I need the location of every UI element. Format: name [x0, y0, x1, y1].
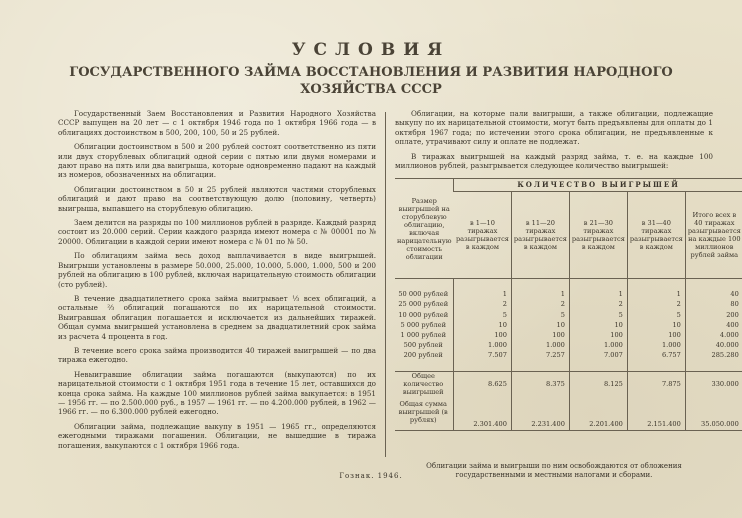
paragraph: Облигации займа, подлежащие выкупу в 1951 — 1965 гг., определяются ежегодными тиражами погашения. Облигации, не вышедшие в тиража погашения, выкупаются с 1 октября 1966 года. [58, 421, 376, 450]
table-row [395, 279, 742, 290]
table-row: 5 000 рублей 10 10 10 10 400 [395, 320, 742, 330]
table-row: 1 000 рублей 100 100 100 100 4.000 [395, 330, 742, 340]
winnings-count-header: КОЛИЧЕСТВО ВЫИГРЫШЕЙ [454, 179, 742, 192]
total-count-row: Общее количество выигрышей 8.625 8.375 8.125 7.875 330.000 [395, 371, 742, 396]
paragraph: Государственный Заем Восстановления и Развития Народного Хозяйства СССР выпущен на 20 лет — с 1 октября 1946 года по 1 октября 1966 года — в облигациях достоинством в 500, 200, 100, 50 и 25 рублей. [58, 109, 376, 137]
paragraph: В течение всего срока займа производится 40 тиражей выигрышей — по два тиража ежегодно. [58, 345, 376, 365]
paragraph: Заем делится на разряды по 100 миллионов рублей в разряде. Каждый разряд состоит из 20.000 серий. Серии каждого разряда имеют номера с № 00001 по № 20000. Облигации в каждой серии имеют номера с № 01 по № 50. [58, 218, 376, 246]
paragraph: В течение двадцатилетнего срока займа выигрывает ⅓ всех облигаций, а остальные ⅔ облигаций погашаются по их нарицательной стоимости. Выигравшая облигация погашается и исключается из дальнейших тиражей. Общая сумма выигрышей установлена в среднем за двадцатилетний срок займа из расчета 4 процента в год. [58, 293, 376, 341]
page-subtitle: ГОСУДАРСТВЕННОГО ЗАЙМА ВОССТАНОВЛЕНИЯ И РАЗВИТИЯ НАРОДНОГО ХОЗЯЙСТВА СССР [69, 65, 673, 97]
paragraph: В тиражах выигрышей на каждый разряд займа, т. е. на каждые 100 миллионов рублей, разыгрывается следующее количество выигрышей: [395, 151, 713, 171]
paragraph: Облигации достоинством в 500 и 200 рублей состоят соответственно из пяти или двух сторублевых облигаций одной серии с пятью или двумя номерами и дают право на пять или два выигрыша, которые одновременно падают на каждый из номеров, обозначенных на облигации. [58, 142, 376, 180]
table-row: 10 000 рублей 5 5 5 5 200 [395, 310, 742, 320]
column-header: Итого всех в 40 тиражах разыгрывается на каждые 100 миллионов рублей займа [685, 192, 742, 279]
paragraph: По облигациям займа весь доход выплачивается в виде выигрышей. Выигрыши установлены в размере 50.000, 25.000, 10.000, 5.000, 1.000, 500 и 200 рублей на облигацию в 100 рублей, включая нарицательную стоимость облигации (сто рублей). [58, 251, 376, 289]
paragraph: Облигации достоинством в 50 и 25 рублей являются частями сторублевых облигаций и дают право на соответствующую долю (половину, четверть) выигрыша, выпавшего на сторублевую облигацию. [58, 184, 376, 213]
column-divider [385, 112, 386, 457]
tax-exemption-note: Облигации займа и выигрыши по ним освобождаются от обложения государственными и местными налогами и сборами. [426, 462, 682, 479]
prize-size-header: Размер выигрышей на сторублевую облигацию, включая нарицательную стоимость облигации [395, 179, 454, 279]
page-title: УСЛОВИЯ [291, 40, 451, 60]
paragraph: Невыигравшие облигации займа погашаются (выкупаются) по их нарицательной стоимости с 1 октября 1951 года в течение 15 лет, оставшихся до конца срока займа. На каждые 100 миллионов рублей займа выкупается: в 1951 — 1956 гг. — по 2.500.000 руб., в 1957 — 1961 гг. — по 4.200.000 рублей, в 1962 — 1966 гг. — по 6.300.000 рублей ежегодно. [58, 369, 376, 417]
winnings-table [395, 178, 742, 431]
table-row: 50 000 рублей 1 1 1 1 40 [395, 289, 742, 299]
right-column [395, 109, 713, 175]
total-sum-row: Общая сумма выигрышей (в рублях) 2.301.400 2.231.400 2.201.400 2.151.400 35.050.000 [395, 396, 742, 431]
printer-imprint: Гознак. 1946. [339, 472, 403, 480]
column-header: в 11—20 тиражах разыгрывается в каждом [511, 192, 569, 279]
table-row: 500 рублей 1.000 1.000 1.000 1.000 40.000 [395, 340, 742, 350]
table-row: 200 рублей 7.507 7.257 7.007 6.757 285.280 [395, 350, 742, 360]
table-row: 25 000 рублей 2 2 2 2 80 [395, 299, 742, 309]
left-column [58, 109, 376, 455]
column-header: в 31—40 тиражах разыгрывается в каждом [627, 192, 685, 279]
column-header: в 1—10 тиражах разыгрывается в каждом [454, 192, 511, 279]
table-row [395, 361, 742, 372]
column-header: в 21—30 тиражах разыгрывается в каждом [569, 192, 627, 279]
paragraph: Облигации, на которые пали выигрыши, а также облигации, подлежащие выкупу по их нарицательной стоимости, могут быть предъявлены для оплаты до 1 октября 1967 года; по истечении этого срока облигации, не предъявленные к оплате, утрачивают силу и оплате не подлежат. [395, 109, 713, 147]
